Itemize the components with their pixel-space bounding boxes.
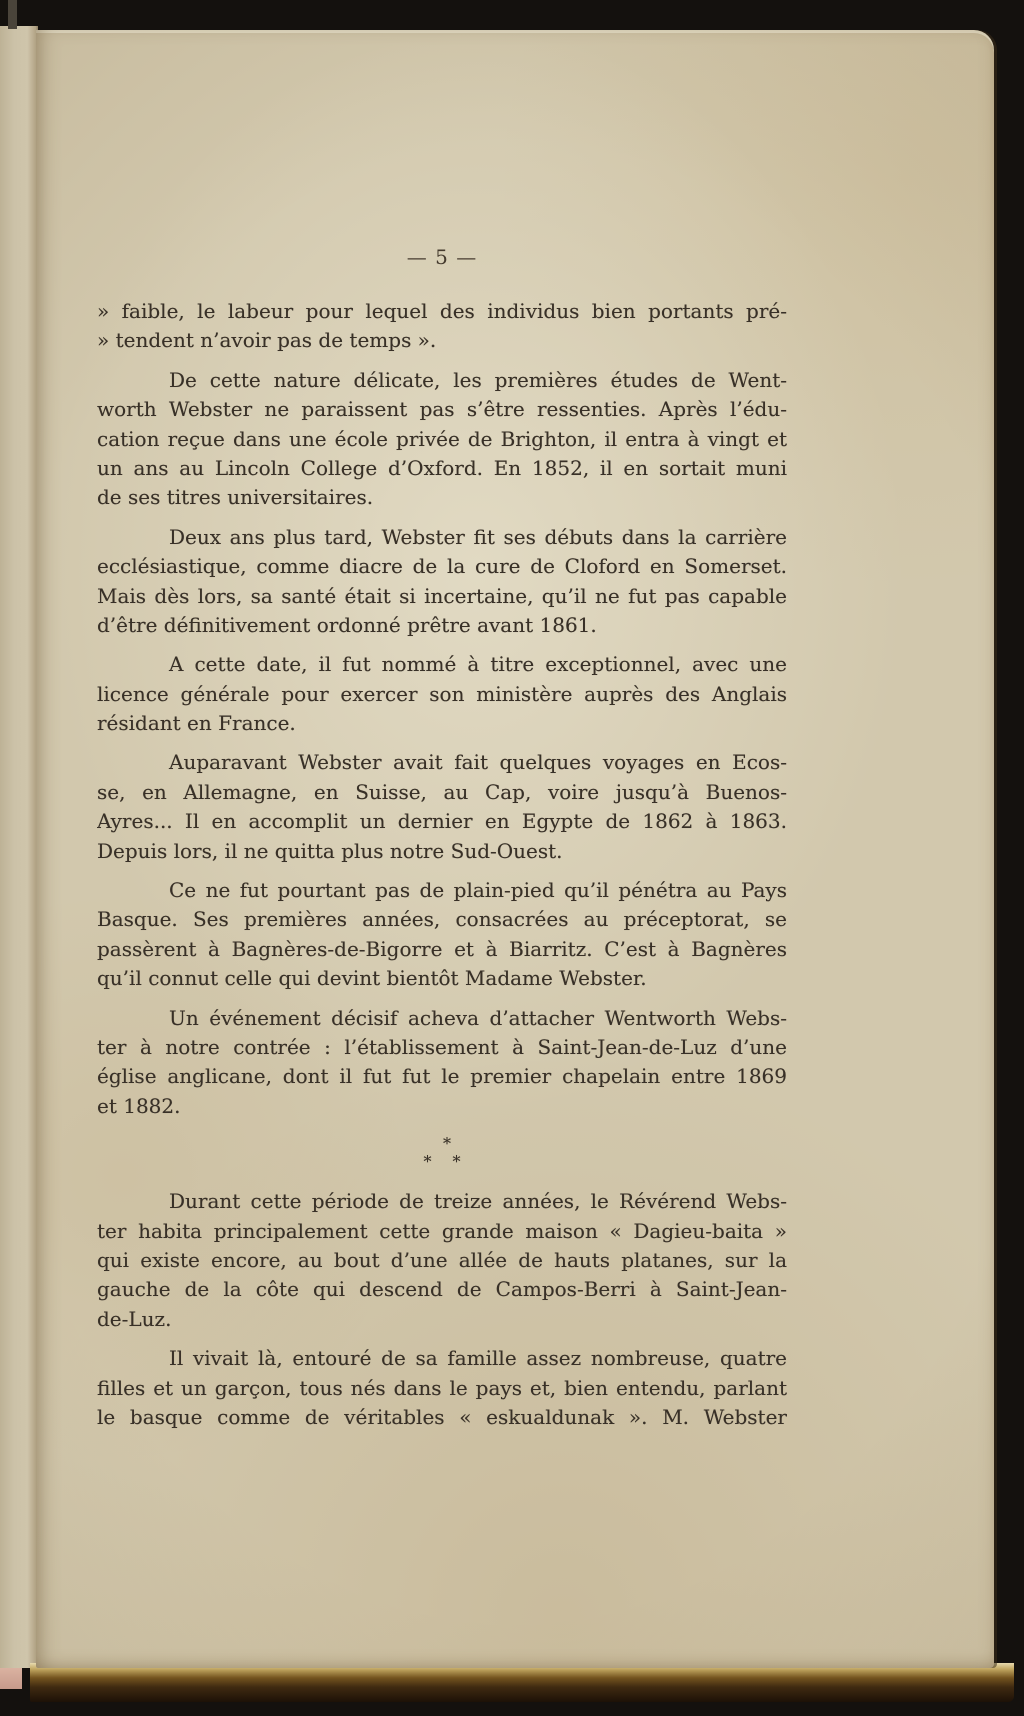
paragraph [97, 748, 787, 866]
page-number: — 5 — [406, 245, 478, 269]
text-line: filles et un garçon, tous nés dans le pays et, bien entendu, parlant [97, 1375, 787, 1400]
text-line: un ans au Lincoln College d’Oxford. En 1852, il en sortait muni [97, 455, 787, 480]
text-line: Mais dès lors, sa santé était si incertaine, qu’il ne fut pas capable [97, 583, 787, 608]
paragraph [97, 1004, 787, 1122]
text-line: de-Luz. [97, 1306, 172, 1331]
text-line: d’être définitivement ordonné prêtre avant 1861. [97, 612, 597, 637]
text-line: De cette nature délicate, les premières études de Went- [169, 367, 787, 392]
paragraph [97, 297, 787, 356]
pink-endpaper-sliver [0, 1668, 22, 1689]
text-line: et 1882. [97, 1093, 181, 1118]
text-line: passèrent à Bagnères-de-Bigorre et à Biarritz. C’est à Bagnères [97, 936, 787, 961]
gutter-underpage-edge [0, 26, 38, 1668]
book-page [36, 30, 994, 1668]
text-column [97, 297, 787, 1432]
text-line: worth Webster ne paraissent pas s’être ressenties. Après l’édu- [97, 397, 787, 422]
text-line: » faible, le labeur pour lequel des individus bien portants pré- [97, 299, 787, 323]
text-line: se, en Allemagne, en Suisse, au Cap, voire jusqu’à Buenos- [97, 779, 787, 804]
text-line: Ce ne fut pourtant pas de plain-pied qu’il pénétra au Pays [169, 878, 787, 903]
text-line: église anglicane, dont il fut fut le premier chapelain entre 1869 [97, 1064, 787, 1089]
text-line: Deux ans plus tard, Webster fit ses débuts dans la carrière [169, 524, 787, 549]
paragraph [97, 1187, 787, 1334]
text-line: ecclésiastique, comme diacre de la cure de Cloford en Somerset. [97, 554, 787, 579]
text-line: cation reçue dans une école privée de Brighton, il entra à vingt et [97, 426, 787, 451]
text-line: Ayres... Il en accomplit un dernier en Egypte de 1862 à 1863. [97, 809, 787, 834]
text-line: qui existe encore, au bout d’une allée de hauts platanes, sur la [97, 1247, 787, 1272]
paragraph [97, 1344, 787, 1432]
text-line: licence générale pour exercer son ministère auprès des Anglais [97, 681, 787, 706]
text-line: A cette date, il fut nommé à titre exceptionnel, avec une [169, 652, 787, 677]
paragraph [97, 876, 787, 994]
separator-asterisk-top: * [443, 1134, 451, 1154]
text-line: Basque. Ses premières années, consacrées au préceptorat, se [97, 907, 787, 932]
paragraph [97, 523, 787, 641]
text-line: gauche de la côte qui descend de Campos-Berri à Saint-Jean- [97, 1277, 787, 1302]
book-bottom-page-block-edge [30, 1663, 1014, 1702]
text-line: ter habita principalement cette grande maison « Dagieu-baita » [97, 1218, 787, 1243]
text-line: qu’il connut celle qui devint bientôt Madame Webster. [97, 966, 647, 991]
text-line: » tendent n’avoir pas de temps ». [97, 328, 437, 353]
text-line: Auparavant Webster avait fait quelques voyages en Ecos- [169, 750, 787, 775]
paragraph [97, 650, 787, 738]
text-line: Un événement décisif acheva d’attacher Wentworth Webs- [169, 1005, 787, 1030]
text-line: de ses titres universitaires. [97, 485, 374, 510]
text-line: Depuis lors, il ne quitta plus notre Sud-Ouest. [97, 838, 563, 863]
binding-notch [8, 0, 17, 29]
text-line: Il vivait là, entouré de sa famille assez nombreuse, quatre [169, 1346, 787, 1371]
section-separator [97, 1131, 787, 1177]
paragraph [97, 366, 787, 513]
text-line: ter à notre contrée : l’établissement à Saint-Jean-de-Luz d’une [97, 1034, 787, 1059]
text-line: résidant en France. [97, 711, 296, 736]
text-line: le basque comme de véritables « eskualdunak ». M. Webster [97, 1404, 787, 1429]
separator-asterisk-bottom: * * [423, 1152, 469, 1172]
text-line: Durant cette période de treize années, le Révérend Webs- [169, 1189, 787, 1214]
